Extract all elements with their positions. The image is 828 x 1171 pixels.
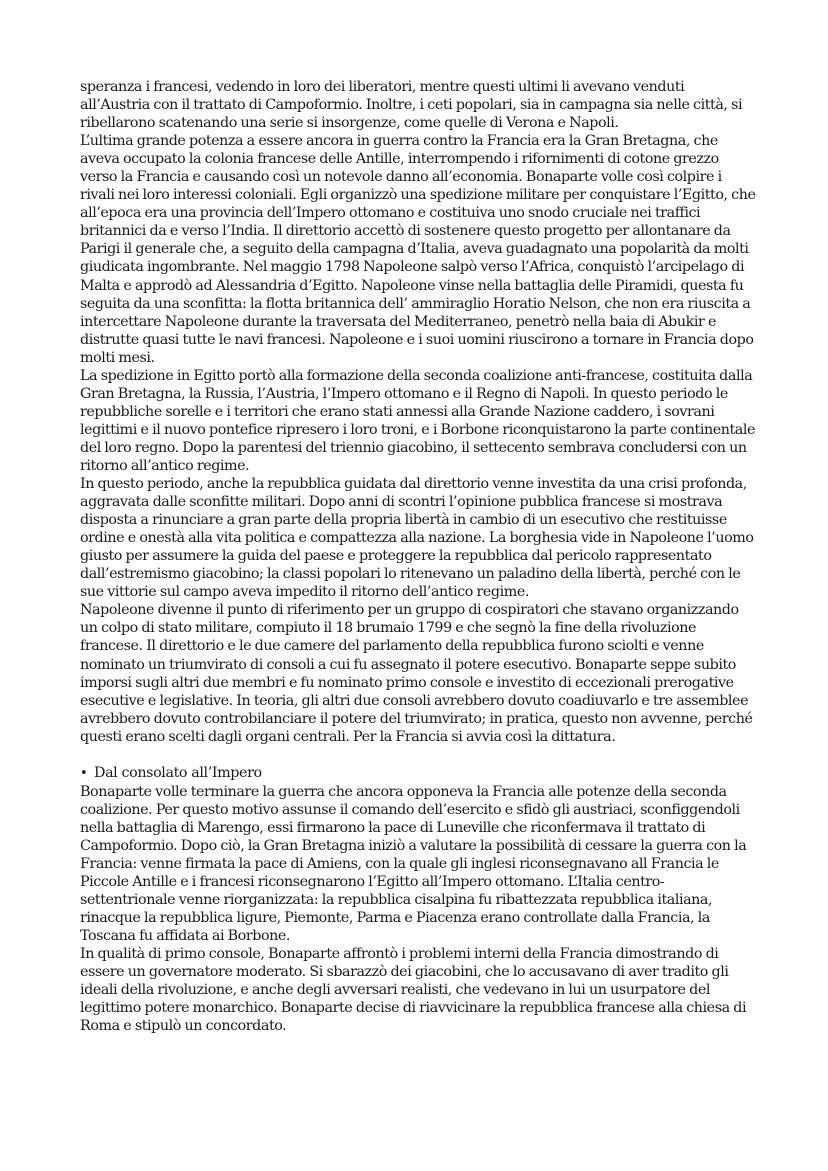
paragraph-first-consul: In qualità di primo console, Bonaparte affrontò i problemi interni della Francia dimostrando di essere un governatore moderato. Si sbarazzò dei giacobini, che lo accusavano di aver tradito gli ideali della rivoluzione, e anche degli avversari realisti, che vedevano in lui un usurpatore del legittimo potere monarchico. Bonaparte decise di riavvicinare la repubblica francese alla chiesa di Roma e stipulò un concordato.	[80, 946, 747, 1035]
paragraph-insorgenze: speranza i francesi, vedendo in loro dei liberatori, mentre questi ultimi li avevano venduti all’Austria con il trattato di Campoformio. Inoltre, i ceti popolari, sia in campagna sia nelle città, si ribellarono scatenando una serie si insorgenze, come quelle di Verona e Napoli.	[80, 79, 743, 132]
section-heading	[80, 764, 756, 783]
document-page	[80, 78, 756, 1035]
paragraph-directory-crisis: In questo periodo, anche la repubblica guidata dal direttorio venne investita da una crisi profonda, aggravata dalle sconfitte militari. Dopo anni di scontri l’opinione pubblica francese si mostrava disposta a rinunciare a gran parte della propria libertà in cambio di un esecutivo che restituisse ordine e onestà alla vita politica e compattezza alla nazione. La borghesia vide in Napoleone l’uomo giusto per assumere la guida del paese e proteggere la repubblica dal pericolo rappresentato dall’estremismo giacobino; la classi popolari lo ritenevano un paladino della libertà, perché con le sue vittorie sul campo aveva impedito il ritorno dell’antico regime.	[80, 476, 754, 601]
section-heading-text: Dal consolato all’Impero	[94, 764, 262, 781]
bullet-icon: •	[80, 765, 88, 781]
paragraph-egypt-expedition: L’ultima grande potenza a essere ancora in guerra contro la Francia era la Gran Bretagna, che aveva occupato la colonia francese delle Antille, interrompendo i rifornimenti di cotone grezzo verso la Francia e causando così un notevole danno all’economia. Bonaparte volle così colpire i rivali nei loro interessi coloniali. Egli organizzò una spedizione militare per conquistare l’Egitto, che all’epoca era una provincia dell’Impero ottomano e costituiva uno snodo cruciale nei traffici britannici da e verso l’India. Il direttorio accettò di sostenere questo progetto per allontanare da Parigi il generale che, a seguito della campagna d’Italia, aveva guadagnato una popolarità da molti giudicata ingombrante. Nel maggio 1798 Napoleone salpò verso l’Africa, conquistò l’arcipelago di Malta e approdò ad Alessandria d’Egitto. Napoleone vinse nella battaglia delle Piramidi, questa fu seguita da una sconfitta: la flotta britannica dell’ ammiraglio Horatio Nelson, che non era riuscita a intercettare Napoleone durante la traversata del Mediterraneo, penetrò nella baia di Abukir e distrutte quasi tutte le navi francesi. Napoleone e i suoi uomini riuscirono a tornare in Francia dopo molti mesi.	[80, 133, 756, 366]
paragraph-end-of-war: Bonaparte volle terminare la guerra che ancora opponeva la Francia alle potenze della seconda coalizione. Per questo motivo assunse il comando dell’esercito e sfidò gli austriaci, sconfiggendoli nella battaglia di Marengo, essi firmarono la pace di Luneville che riconfermava il trattato di Campoformio. Dopo ciò, la Gran Bretagna iniziò a valutare la possibilità di cessare la guerra con la Francia: venne firmata la pace di Amiens, con la quale gli inglesi riconsegnavano all Francia le Piccole Antille e i francesi riconsegnarono l’Egitto all’Impero ottomano. L’Italia centro-settentrionale venne riorganizzata: la repubblica cisalpina fu ribattezzata repubblica italiana, rinacque la repubblica ligure, Piemonte, Parma e Piacenza erano controllate dalla Francia, la Toscana fu affidata ai Borbone.	[80, 783, 747, 945]
paragraph-brumaire-coup: Napoleone divenne il punto di riferimento per un gruppo di cospiratori che stavano organizzando un colpo di stato militare, compiuto il 18 brumaio 1799 e che segnò la fine della rivoluzione francese. Il direttorio e le due camere del parlamento della repubblica furono sciolti e venne nominato un triumvirato di consoli a cui fu assegnato il potere esecutivo. Bonaparte seppe subito imporsi sugli altri due membri e fu nominato primo console e investito di eccezionali prerogative esecutive e legislative. In teoria, gli altri due consoli avrebbero dovuto coadiuvarlo e tre assemblee avrebbero dovuto controbilanciare il potere del triumvirato; in pratica, questo non avvenne, perché questi erano scelti dagli organi centrali. Per la Francia si avvia così la dittatura.	[80, 602, 753, 745]
section-spacer	[80, 746, 756, 764]
paragraph-second-coalition: La spedizione in Egitto portò alla formazione della seconda coalizione anti-francese, costituita dalla Gran Bretagna, la Russia, l’Austria, l’Impero ottomano e il Regno di Napoli. In questo periodo le repubbliche sorelle e i territori che erano stati annessi alla Grande Nazione caddero, i sovrani legittimi e il nuovo pontefice ripresero i loro troni, e i Borbone riconquistarono la parte continentale del loro regno. Dopo la parentesi del triennio giacobino, il settecento sembrava concludersi con un ritorno all’antico regime.	[80, 367, 756, 474]
